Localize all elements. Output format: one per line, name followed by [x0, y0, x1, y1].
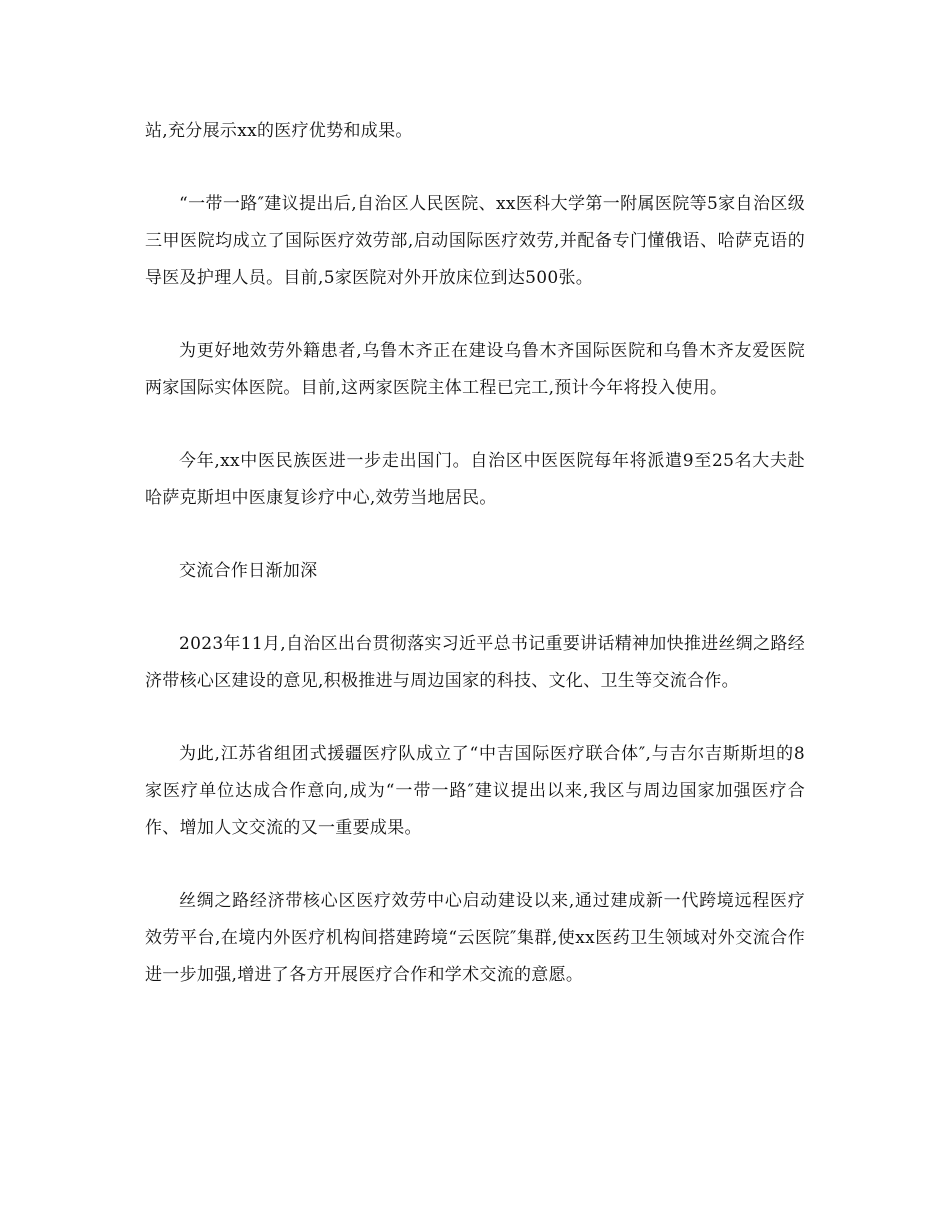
paragraph-2023-policy: 2023年11月,自治区出台贯彻落实习近平总书记重要讲话精神加快推进丝绸之路经济带核心区建设的意见,积极推进与周边国家的科技、文化、卫生等交流合作。	[145, 634, 805, 691]
paragraph-continuation: 站,充分展示xx的医疗优势和成果。	[145, 121, 413, 141]
paragraph-belt-and-road-hospitals: “一带一路″建议提出后,自治区人民医院、xx医科大学第一附属医院等5家自治区级三甲医院均成立了国际医疗效劳部,启动国际医疗效劳,并配备专门懂俄语、哈萨克语的导医及护理人员。目前,5家医院对外开放床位到达500张。	[145, 194, 805, 288]
document-body	[145, 113, 805, 1030]
paragraph-tcm-going-abroad: 今年,xx中医民族医进一步走出国门。自治区中医医院每年将派遣9至25名大夫赴哈萨克斯坦中医康复诊疗中心,效劳当地居民。	[145, 451, 805, 508]
paragraph-medical-service-center: 丝绸之路经济带核心区医疗效劳中心启动建设以来,通过建成新一代跨境远程医疗效劳平台,在境内外医疗机构间搭建跨境“云医院″集群,使xx医药卫生领域对外交流合作进一步加强,增进了各方开展医疗合作和学术交流的意愿。	[145, 891, 805, 985]
section-heading: 交流合作日渐加深	[179, 561, 318, 581]
paragraph-urumqi-international-hospitals: 为更好地效劳外籍患者,乌鲁木齐正在建设乌鲁木齐国际医院和乌鲁木齐友爱医院两家国际实体医院。目前,这两家医院主体工程已完工,预计今年将投入使用。	[145, 341, 805, 398]
paragraph-jiangsu-medical-team: 为此,江苏省组团式援疆医疗队成立了“中吉国际医疗联合体″,与吉尔吉斯斯坦的8家医疗单位达成合作意向,成为“一带一路″建议提出以来,我区与周边国家加强医疗合作、增加人文交流的又一重要成果。	[145, 744, 805, 838]
